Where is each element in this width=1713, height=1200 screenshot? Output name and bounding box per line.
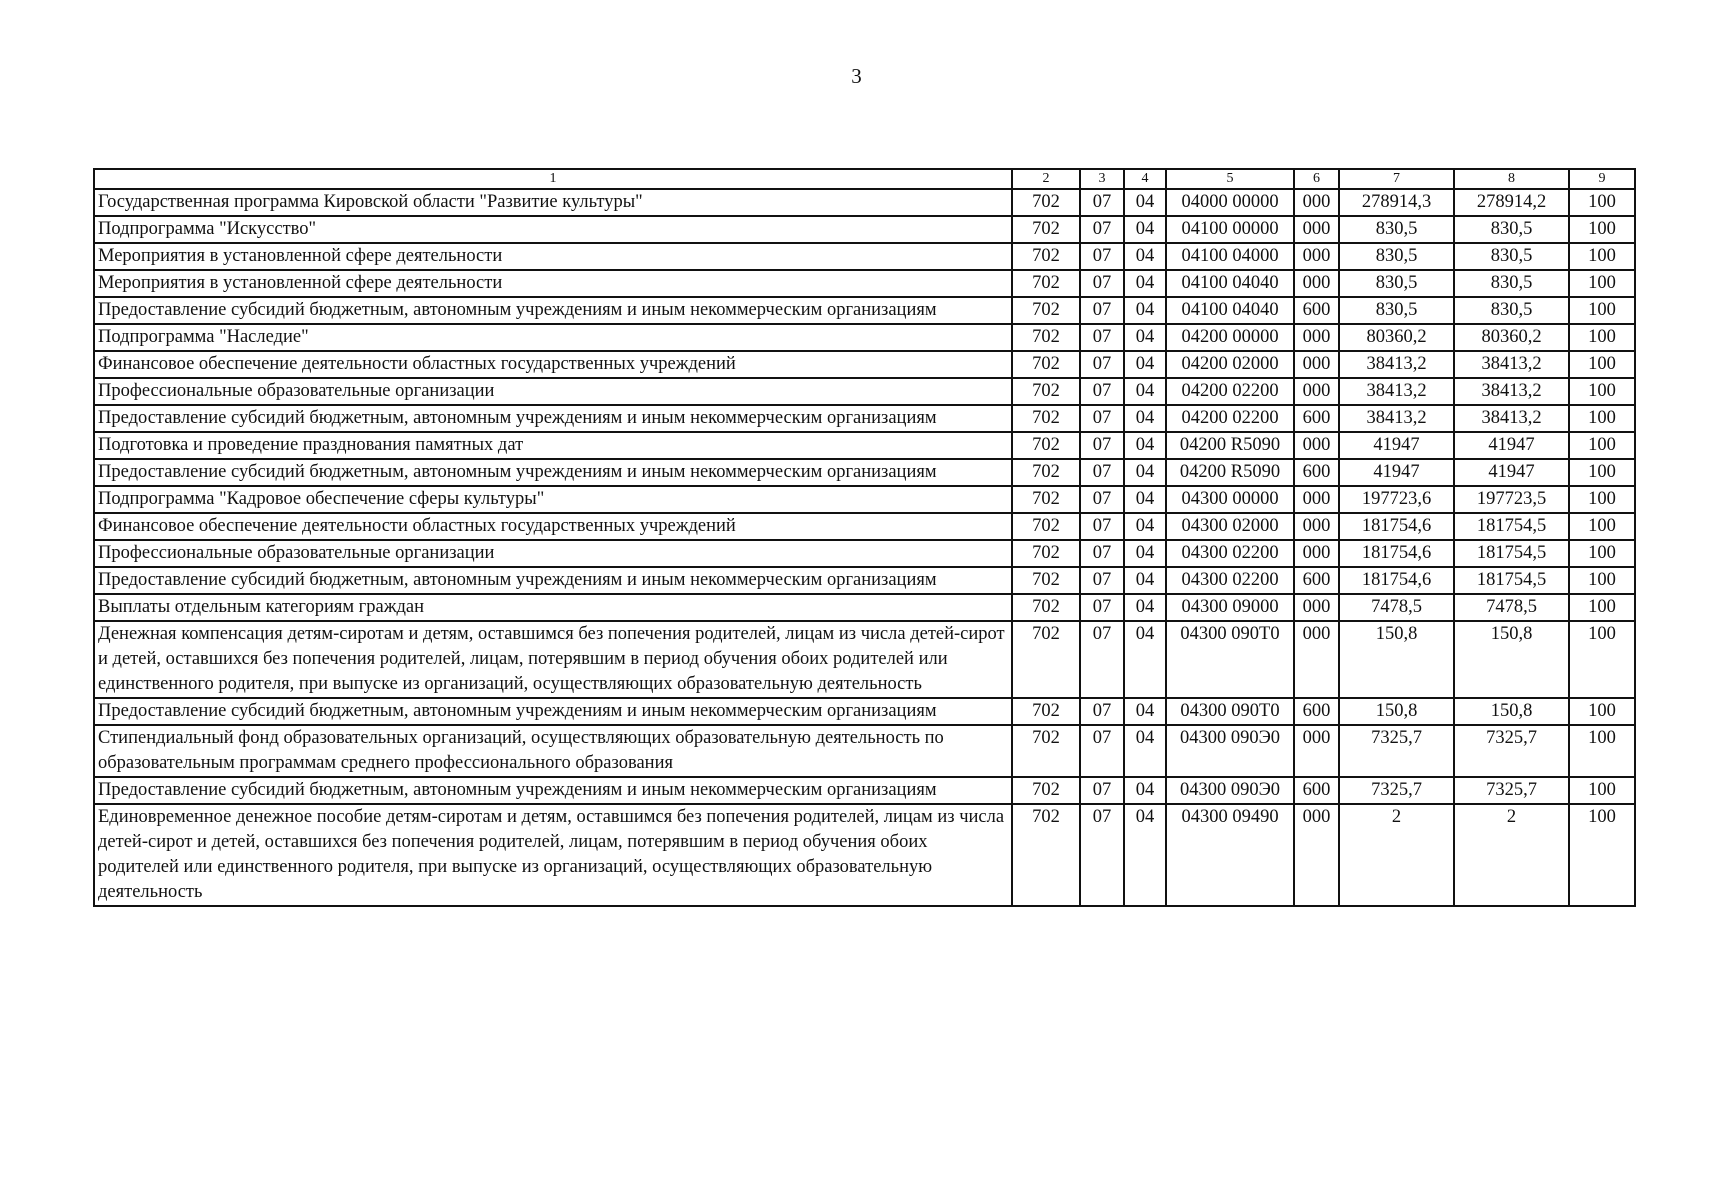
executed-amount-cell: 150,8 [1454, 621, 1569, 698]
executed-amount-cell: 38413,2 [1454, 378, 1569, 405]
column-header: 2 [1012, 169, 1080, 189]
expense-type-cell: 000 [1294, 351, 1339, 378]
admin-code-cell: 702 [1012, 567, 1080, 594]
planned-amount-cell: 38413,2 [1339, 351, 1454, 378]
table-row [94, 243, 1635, 270]
row-name-cell: Денежная компенсация детям-сиротам и детям, оставшимся без попечения родителей, лицам из числа детей-сирот и детей, оставшихся без попечения родителей, лицам, потерявшим в период обучения обоих родителей или единственного родителя, при выпуске из организаций, осуществляющих образовательную деятельность [94, 621, 1012, 698]
expense-type-cell: 000 [1294, 804, 1339, 906]
executed-amount-cell: 7325,7 [1454, 777, 1569, 804]
row-name-cell: Финансовое обеспечение деятельности областных государственных учреждений [94, 351, 1012, 378]
row-name-cell: Подпрограмма "Кадровое обеспечение сферы культуры" [94, 486, 1012, 513]
expense-type-cell: 000 [1294, 216, 1339, 243]
planned-amount-cell: 830,5 [1339, 243, 1454, 270]
expense-type-cell: 000 [1294, 621, 1339, 698]
subsection-code-cell: 04 [1124, 243, 1166, 270]
admin-code-cell: 702 [1012, 804, 1080, 906]
row-name-cell: Мероприятия в установленной сфере деятельности [94, 243, 1012, 270]
subsection-code-cell: 04 [1124, 804, 1166, 906]
executed-amount-cell: 2 [1454, 804, 1569, 906]
target-article-cell: 04300 09000 [1166, 594, 1294, 621]
table-row [94, 216, 1635, 243]
execution-percent-cell: 100 [1569, 486, 1635, 513]
section-code-cell: 07 [1080, 621, 1124, 698]
planned-amount-cell: 41947 [1339, 459, 1454, 486]
section-code-cell: 07 [1080, 777, 1124, 804]
row-name-cell: Предоставление субсидий бюджетным, автономным учреждениям и иным некоммерческим организациям [94, 297, 1012, 324]
subsection-code-cell: 04 [1124, 777, 1166, 804]
target-article-cell: 04300 02000 [1166, 513, 1294, 540]
column-header: 1 [94, 169, 1012, 189]
section-code-cell: 07 [1080, 513, 1124, 540]
admin-code-cell: 702 [1012, 378, 1080, 405]
page-number: 3 [851, 64, 862, 88]
planned-amount-cell: 38413,2 [1339, 405, 1454, 432]
admin-code-cell: 702 [1012, 216, 1080, 243]
planned-amount-cell: 150,8 [1339, 698, 1454, 725]
subsection-code-cell: 04 [1124, 189, 1166, 216]
expense-type-cell: 600 [1294, 459, 1339, 486]
section-code-cell: 07 [1080, 594, 1124, 621]
row-name-cell: Профессиональные образовательные организации [94, 378, 1012, 405]
execution-percent-cell: 100 [1569, 777, 1635, 804]
executed-amount-cell: 278914,2 [1454, 189, 1569, 216]
row-name-cell: Единовременное денежное пособие детям-сиротам и детям, оставшимся без попечения родителей, лицам из числа детей-сирот и детей, оставшихся без попечения родителей, лицам, потерявшим в период обучения обоих родителей или единственного родителя, при выпуске из организаций, осуществляющих образовательную деятельность [94, 804, 1012, 906]
subsection-code-cell: 04 [1124, 378, 1166, 405]
row-name-cell: Профессиональные образовательные организации [94, 540, 1012, 567]
row-name-cell: Подпрограмма "Наследие" [94, 324, 1012, 351]
planned-amount-cell: 830,5 [1339, 270, 1454, 297]
executed-amount-cell: 830,5 [1454, 297, 1569, 324]
expense-type-cell: 600 [1294, 777, 1339, 804]
section-code-cell: 07 [1080, 804, 1124, 906]
expense-type-cell: 000 [1294, 378, 1339, 405]
section-code-cell: 07 [1080, 378, 1124, 405]
target-article-cell: 04000 00000 [1166, 189, 1294, 216]
table-row [94, 777, 1635, 804]
admin-code-cell: 702 [1012, 351, 1080, 378]
planned-amount-cell: 181754,6 [1339, 513, 1454, 540]
table-row [94, 270, 1635, 297]
column-header: 6 [1294, 169, 1339, 189]
section-code-cell: 07 [1080, 216, 1124, 243]
table-row [94, 540, 1635, 567]
execution-percent-cell: 100 [1569, 621, 1635, 698]
subsection-code-cell: 04 [1124, 297, 1166, 324]
planned-amount-cell: 197723,6 [1339, 486, 1454, 513]
subsection-code-cell: 04 [1124, 540, 1166, 567]
expense-type-cell: 600 [1294, 567, 1339, 594]
expense-type-cell: 000 [1294, 432, 1339, 459]
section-code-cell: 07 [1080, 567, 1124, 594]
column-header: 9 [1569, 169, 1635, 189]
planned-amount-cell: 7325,7 [1339, 777, 1454, 804]
target-article-cell: 04200 00000 [1166, 324, 1294, 351]
table-row [94, 486, 1635, 513]
execution-percent-cell: 100 [1569, 243, 1635, 270]
execution-percent-cell: 100 [1569, 594, 1635, 621]
subsection-code-cell: 04 [1124, 594, 1166, 621]
execution-percent-cell: 100 [1569, 216, 1635, 243]
execution-percent-cell: 100 [1569, 324, 1635, 351]
execution-percent-cell: 100 [1569, 351, 1635, 378]
section-code-cell: 07 [1080, 725, 1124, 777]
section-code-cell: 07 [1080, 324, 1124, 351]
admin-code-cell: 702 [1012, 459, 1080, 486]
expense-type-cell: 000 [1294, 243, 1339, 270]
target-article-cell: 04100 04040 [1166, 270, 1294, 297]
table-row [94, 725, 1635, 777]
row-name-cell: Финансовое обеспечение деятельности областных государственных учреждений [94, 513, 1012, 540]
executed-amount-cell: 41947 [1454, 432, 1569, 459]
subsection-code-cell: 04 [1124, 698, 1166, 725]
row-name-cell: Предоставление субсидий бюджетным, автономным учреждениям и иным некоммерческим организациям [94, 405, 1012, 432]
expense-type-cell: 600 [1294, 405, 1339, 432]
section-code-cell: 07 [1080, 270, 1124, 297]
admin-code-cell: 702 [1012, 725, 1080, 777]
subsection-code-cell: 04 [1124, 513, 1166, 540]
planned-amount-cell: 7478,5 [1339, 594, 1454, 621]
executed-amount-cell: 150,8 [1454, 698, 1569, 725]
admin-code-cell: 702 [1012, 405, 1080, 432]
subsection-code-cell: 04 [1124, 324, 1166, 351]
target-article-cell: 04100 00000 [1166, 216, 1294, 243]
planned-amount-cell: 41947 [1339, 432, 1454, 459]
row-name-cell: Мероприятия в установленной сфере деятельности [94, 270, 1012, 297]
target-article-cell: 04300 090Т0 [1166, 621, 1294, 698]
table-row [94, 351, 1635, 378]
admin-code-cell: 702 [1012, 189, 1080, 216]
target-article-cell: 04300 02200 [1166, 540, 1294, 567]
target-article-cell: 04200 02000 [1166, 351, 1294, 378]
row-name-cell: Предоставление субсидий бюджетным, автономным учреждениям и иным некоммерческим организациям [94, 698, 1012, 725]
executed-amount-cell: 80360,2 [1454, 324, 1569, 351]
executed-amount-cell: 830,5 [1454, 243, 1569, 270]
expense-type-cell: 000 [1294, 189, 1339, 216]
header-row [94, 169, 1635, 189]
executed-amount-cell: 38413,2 [1454, 405, 1569, 432]
target-article-cell: 04300 00000 [1166, 486, 1294, 513]
executed-amount-cell: 38413,2 [1454, 351, 1569, 378]
table-body [94, 189, 1635, 906]
planned-amount-cell: 830,5 [1339, 216, 1454, 243]
row-name-cell: Предоставление субсидий бюджетным, автономным учреждениям и иным некоммерческим организациям [94, 567, 1012, 594]
subsection-code-cell: 04 [1124, 567, 1166, 594]
section-code-cell: 07 [1080, 698, 1124, 725]
target-article-cell: 04100 04000 [1166, 243, 1294, 270]
execution-percent-cell: 100 [1569, 432, 1635, 459]
section-code-cell: 07 [1080, 297, 1124, 324]
section-code-cell: 07 [1080, 351, 1124, 378]
planned-amount-cell: 278914,3 [1339, 189, 1454, 216]
section-code-cell: 07 [1080, 540, 1124, 567]
column-header: 8 [1454, 169, 1569, 189]
expense-type-cell: 000 [1294, 324, 1339, 351]
expense-type-cell: 000 [1294, 594, 1339, 621]
planned-amount-cell: 150,8 [1339, 621, 1454, 698]
target-article-cell: 04200 02200 [1166, 405, 1294, 432]
admin-code-cell: 702 [1012, 243, 1080, 270]
table-row [94, 513, 1635, 540]
executed-amount-cell: 197723,5 [1454, 486, 1569, 513]
admin-code-cell: 702 [1012, 432, 1080, 459]
execution-percent-cell: 100 [1569, 459, 1635, 486]
expense-type-cell: 600 [1294, 297, 1339, 324]
executed-amount-cell: 41947 [1454, 459, 1569, 486]
target-article-cell: 04300 09490 [1166, 804, 1294, 906]
column-header: 5 [1166, 169, 1294, 189]
row-name-cell: Подпрограмма "Искусство" [94, 216, 1012, 243]
planned-amount-cell: 2 [1339, 804, 1454, 906]
admin-code-cell: 702 [1012, 270, 1080, 297]
execution-percent-cell: 100 [1569, 189, 1635, 216]
execution-percent-cell: 100 [1569, 804, 1635, 906]
target-article-cell: 04100 04040 [1166, 297, 1294, 324]
admin-code-cell: 702 [1012, 621, 1080, 698]
planned-amount-cell: 7325,7 [1339, 725, 1454, 777]
table-row [94, 432, 1635, 459]
row-name-cell: Государственная программа Кировской области "Развитие культуры" [94, 189, 1012, 216]
table-row [94, 405, 1635, 432]
expense-type-cell: 000 [1294, 725, 1339, 777]
row-name-cell: Предоставление субсидий бюджетным, автономным учреждениям и иным некоммерческим организациям [94, 459, 1012, 486]
table-row [94, 621, 1635, 698]
table-row [94, 567, 1635, 594]
expense-type-cell: 000 [1294, 486, 1339, 513]
expense-type-cell: 000 [1294, 540, 1339, 567]
target-article-cell: 04300 090Э0 [1166, 777, 1294, 804]
section-code-cell: 07 [1080, 459, 1124, 486]
row-name-cell: Выплаты отдельным категориям граждан [94, 594, 1012, 621]
admin-code-cell: 702 [1012, 324, 1080, 351]
execution-percent-cell: 100 [1569, 270, 1635, 297]
execution-percent-cell: 100 [1569, 567, 1635, 594]
subsection-code-cell: 04 [1124, 432, 1166, 459]
target-article-cell: 04300 090Э0 [1166, 725, 1294, 777]
row-name-cell: Стипендиальный фонд образовательных организаций, осуществляющих образовательную деятельность по образовательным программам среднего профессионального образования [94, 725, 1012, 777]
target-article-cell: 04300 02200 [1166, 567, 1294, 594]
section-code-cell: 07 [1080, 486, 1124, 513]
execution-percent-cell: 100 [1569, 513, 1635, 540]
admin-code-cell: 702 [1012, 540, 1080, 567]
execution-percent-cell: 100 [1569, 378, 1635, 405]
subsection-code-cell: 04 [1124, 270, 1166, 297]
target-article-cell: 04200 R5090 [1166, 432, 1294, 459]
expense-type-cell: 000 [1294, 513, 1339, 540]
target-article-cell: 04300 090Т0 [1166, 698, 1294, 725]
expense-type-cell: 600 [1294, 698, 1339, 725]
admin-code-cell: 702 [1012, 513, 1080, 540]
table-row [94, 459, 1635, 486]
table-row [94, 189, 1635, 216]
planned-amount-cell: 38413,2 [1339, 378, 1454, 405]
column-header: 4 [1124, 169, 1166, 189]
planned-amount-cell: 80360,2 [1339, 324, 1454, 351]
execution-percent-cell: 100 [1569, 698, 1635, 725]
table-row [94, 378, 1635, 405]
subsection-code-cell: 04 [1124, 351, 1166, 378]
subsection-code-cell: 04 [1124, 459, 1166, 486]
table-row [94, 297, 1635, 324]
planned-amount-cell: 181754,6 [1339, 540, 1454, 567]
section-code-cell: 07 [1080, 243, 1124, 270]
subsection-code-cell: 04 [1124, 486, 1166, 513]
executed-amount-cell: 830,5 [1454, 270, 1569, 297]
planned-amount-cell: 181754,6 [1339, 567, 1454, 594]
subsection-code-cell: 04 [1124, 621, 1166, 698]
table-row [94, 698, 1635, 725]
executed-amount-cell: 7478,5 [1454, 594, 1569, 621]
table-row [94, 594, 1635, 621]
executed-amount-cell: 830,5 [1454, 216, 1569, 243]
row-name-cell: Подготовка и проведение празднования памятных дат [94, 432, 1012, 459]
executed-amount-cell: 181754,5 [1454, 567, 1569, 594]
executed-amount-cell: 181754,5 [1454, 513, 1569, 540]
target-article-cell: 04200 02200 [1166, 378, 1294, 405]
section-code-cell: 07 [1080, 432, 1124, 459]
admin-code-cell: 702 [1012, 486, 1080, 513]
subsection-code-cell: 04 [1124, 216, 1166, 243]
section-code-cell: 07 [1080, 405, 1124, 432]
subsection-code-cell: 04 [1124, 405, 1166, 432]
executed-amount-cell: 7325,7 [1454, 725, 1569, 777]
admin-code-cell: 702 [1012, 594, 1080, 621]
table-row [94, 324, 1635, 351]
row-name-cell: Предоставление субсидий бюджетным, автономным учреждениям и иным некоммерческим организациям [94, 777, 1012, 804]
execution-percent-cell: 100 [1569, 297, 1635, 324]
executed-amount-cell: 181754,5 [1454, 540, 1569, 567]
column-header: 3 [1080, 169, 1124, 189]
table-row [94, 804, 1635, 906]
admin-code-cell: 702 [1012, 297, 1080, 324]
admin-code-cell: 702 [1012, 777, 1080, 804]
execution-percent-cell: 100 [1569, 725, 1635, 777]
admin-code-cell: 702 [1012, 698, 1080, 725]
subsection-code-cell: 04 [1124, 725, 1166, 777]
budget-table [93, 168, 1636, 907]
execution-percent-cell: 100 [1569, 405, 1635, 432]
execution-percent-cell: 100 [1569, 540, 1635, 567]
column-header: 7 [1339, 169, 1454, 189]
section-code-cell: 07 [1080, 189, 1124, 216]
expense-type-cell: 000 [1294, 270, 1339, 297]
target-article-cell: 04200 R5090 [1166, 459, 1294, 486]
planned-amount-cell: 830,5 [1339, 297, 1454, 324]
